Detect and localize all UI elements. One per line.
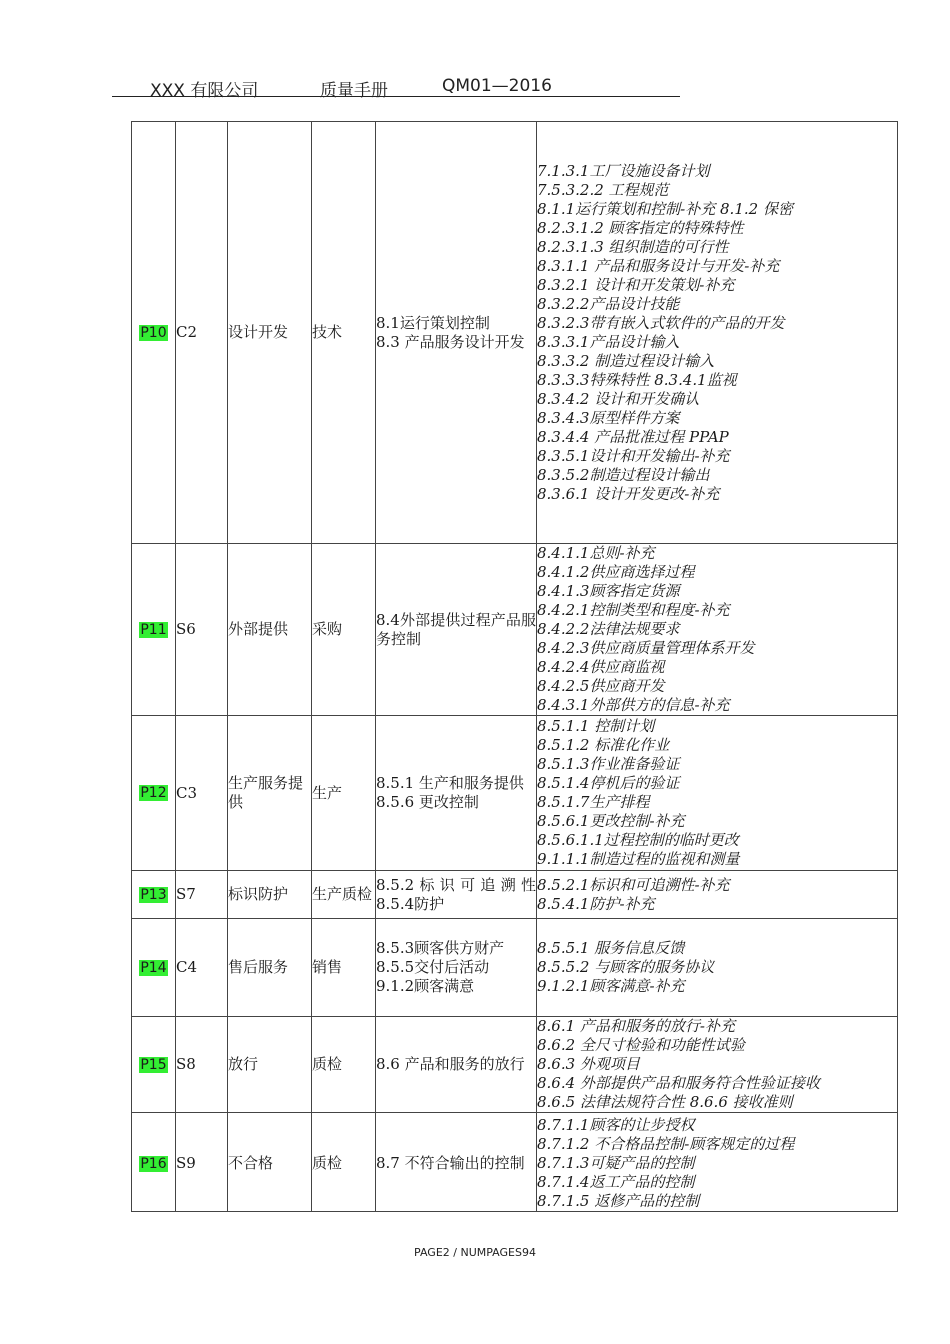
table-row xyxy=(132,871,898,919)
clause-cell xyxy=(376,1017,537,1113)
clause-cell xyxy=(376,1113,537,1212)
requirement-line: 8.3.5.1设计和开发输出-补充 xyxy=(537,446,730,465)
process-code-cell: C2 xyxy=(176,122,228,544)
process-name-cell: 设计开发 xyxy=(228,122,312,544)
requirement-line: 8.3.6.1 设计开发更改-补充 xyxy=(537,484,720,503)
requirement-line: 8.3.4.4 产品批准过程 PPAP xyxy=(537,427,729,446)
requirements-cell xyxy=(537,1113,898,1212)
requirement-line: 8.4.1.1总则-补充 xyxy=(537,544,655,562)
requirement-line: 9.1.1.1制造过程的监视和测量 xyxy=(537,850,740,868)
process-id: P16 xyxy=(140,1155,167,1172)
requirement-line: 8.5.1.1 控制计划 xyxy=(537,717,655,735)
process-id: P11 xyxy=(140,621,167,638)
requirement-line: 8.5.5.2 与顾客的服务协议 xyxy=(537,958,715,976)
requirement-line: 8.3.2.2产品设计技能 xyxy=(537,294,680,313)
requirement-line: 8.7.1.1顾客的让步授权 xyxy=(537,1116,695,1134)
requirements-cell xyxy=(537,716,898,871)
requirement-line: 8.3.3.3特殊特性 8.3.4.1监视 xyxy=(537,370,737,389)
clause-line: 8.6 产品和服务的放行 xyxy=(376,1055,525,1073)
clause-cell xyxy=(376,122,537,544)
clause-line: 8.4外部提供过程产品服务控制 xyxy=(376,610,536,648)
requirement-line: 8.6.4 外部提供产品和服务符合性验证接收 xyxy=(537,1074,820,1092)
requirement-line: 8.5.1.7生产排程 xyxy=(537,793,650,811)
requirement-line: 8.5.4.1防护-补充 xyxy=(537,894,655,913)
clause-line: 8.5.3顾客供方财产 xyxy=(376,939,505,957)
requirement-line: 8.3.3.1产品设计输入 xyxy=(537,332,680,351)
process-name-cell: 标识防护 xyxy=(228,871,312,919)
requirement-line: 8.5.6.1.1过程控制的临时更改 xyxy=(537,831,739,849)
process-table xyxy=(131,121,898,1212)
clause-line: 8.5.5交付后活动 xyxy=(376,958,490,976)
requirements-cell xyxy=(537,871,898,919)
table-row xyxy=(132,544,898,716)
table-row xyxy=(132,1113,898,1212)
process-code-cell: C3 xyxy=(176,716,228,871)
clause-line: 8.1运行策划控制 xyxy=(376,313,490,332)
requirement-line: 8.2.3.1.3 组织制造的可行性 xyxy=(537,237,729,256)
requirement-line: 8.3.4.2 设计和开发确认 xyxy=(537,389,700,408)
company-name: XXX 有限公司 xyxy=(150,81,259,101)
requirements-cell xyxy=(537,122,898,544)
clause-cell xyxy=(376,544,537,716)
requirement-line: 8.3.3.2 制造过程设计输入 xyxy=(537,351,715,370)
requirement-line: 8.5.1.3作业准备验证 xyxy=(537,755,680,773)
clause-line: 8.5.2标识可追溯性8.5.4防护 xyxy=(376,875,536,913)
requirement-line: 8.4.2.1控制类型和程度-补充 xyxy=(537,601,730,619)
table-row xyxy=(132,1017,898,1113)
requirement-line: 7.1.3.1工厂设施设备计划 xyxy=(537,161,710,180)
clause-cell xyxy=(376,871,537,919)
requirement-line: 8.3.5.2制造过程设计输出 xyxy=(537,465,710,484)
clause-line: 8.7 不符合输出的控制 xyxy=(376,1154,525,1172)
requirement-line: 8.5.1.2 标准化作业 xyxy=(537,736,670,754)
requirement-line: 8.7.1.5 返修产品的控制 xyxy=(537,1192,700,1210)
requirement-line: 8.5.6.1更改控制-补充 xyxy=(537,812,685,830)
requirement-line: 8.6.3 外观项目 xyxy=(537,1055,640,1073)
requirement-line: 8.4.2.3供应商质量管理体系开发 xyxy=(537,639,755,657)
process-id-cell xyxy=(132,122,176,544)
requirement-line: 8.7.1.4返工产品的控制 xyxy=(537,1173,695,1191)
department-cell: 销售 xyxy=(312,919,376,1017)
requirement-line: 8.6.2 全尺寸检验和功能性试验 xyxy=(537,1036,745,1054)
requirement-line: 8.4.1.2供应商选择过程 xyxy=(537,563,695,581)
requirement-line: 8.3.1.1 产品和服务设计与开发-补充 xyxy=(537,256,780,275)
requirements-cell xyxy=(537,919,898,1017)
requirement-line: 8.4.2.2法律法规要求 xyxy=(537,620,680,638)
requirements-cell xyxy=(537,1017,898,1113)
requirement-line: 8.3.2.3带有嵌入式软件的产品的开发 xyxy=(537,313,785,332)
process-id: P14 xyxy=(140,959,167,976)
requirement-line: 8.5.2.1标识和可追溯性-补充 xyxy=(537,875,730,894)
process-id-cell xyxy=(132,1017,176,1113)
process-code-cell: S6 xyxy=(176,544,228,716)
table-row xyxy=(132,716,898,871)
page-footer: PAGE2 / NUMPAGES94 xyxy=(414,1246,536,1259)
process-code-cell: S9 xyxy=(176,1113,228,1212)
requirement-line: 8.4.2.5供应商开发 xyxy=(537,677,665,695)
requirement-line: 8.5.5.1 服务信息反馈 xyxy=(537,939,685,957)
department-cell: 技术 xyxy=(312,122,376,544)
process-id-cell xyxy=(132,919,176,1017)
process-id: P12 xyxy=(140,785,167,801)
requirement-line: 9.1.2.1顾客满意-补充 xyxy=(537,977,685,995)
department-cell: 质检 xyxy=(312,1017,376,1113)
table-row xyxy=(132,919,898,1017)
requirement-line: 8.6.5 法律法规符合性 8.6.6 接收准则 xyxy=(537,1093,793,1111)
document-number: QM01—2016 xyxy=(442,76,552,96)
process-id: P13 xyxy=(140,886,167,903)
clause-line: 8.5.6 更改控制 xyxy=(376,793,479,811)
department-cell: 质检 xyxy=(312,1113,376,1212)
process-name-cell: 放行 xyxy=(228,1017,312,1113)
requirement-line: 8.2.3.1.2 顾客指定的特殊特性 xyxy=(537,218,744,237)
clause-cell xyxy=(376,919,537,1017)
department-cell: 生产质检 xyxy=(312,871,376,919)
requirements-cell xyxy=(537,544,898,716)
table-row xyxy=(132,122,898,544)
process-code-cell: S7 xyxy=(176,871,228,919)
clause-line: 8.3 产品服务设计开发 xyxy=(376,332,525,351)
requirement-line: 8.1.1运行策划和控制-补充 8.1.2 保密 xyxy=(537,199,793,218)
requirement-line: 8.6.1 产品和服务的放行-补充 xyxy=(537,1017,736,1035)
process-id-cell xyxy=(132,544,176,716)
process-id: P10 xyxy=(140,324,167,341)
requirement-line: 8.3.2.1 设计和开发策划-补充 xyxy=(537,275,735,294)
department-cell: 采购 xyxy=(312,544,376,716)
process-code-cell: S8 xyxy=(176,1017,228,1113)
process-name-cell: 生产服务提供 xyxy=(228,716,312,871)
process-name-cell: 外部提供 xyxy=(228,544,312,716)
requirement-line: 8.4.2.4供应商监视 xyxy=(537,658,665,676)
process-name-cell: 售后服务 xyxy=(228,919,312,1017)
requirement-line: 7.5.3.2.2 工程规范 xyxy=(537,180,669,199)
requirement-line: 8.4.1.3顾客指定货源 xyxy=(537,582,680,600)
process-code-cell: C4 xyxy=(176,919,228,1017)
requirement-line: 8.7.1.2 不合格品控制-顾客规定的过程 xyxy=(537,1135,795,1153)
process-id-cell xyxy=(132,1113,176,1212)
requirement-line: 8.4.3.1外部供方的信息-补充 xyxy=(537,696,730,714)
department-cell: 生产 xyxy=(312,716,376,871)
manual-title: 质量手册 xyxy=(320,81,388,101)
process-id-cell xyxy=(132,871,176,919)
process-id-cell xyxy=(132,716,176,871)
requirement-line: 8.7.1.3可疑产品的控制 xyxy=(537,1154,695,1172)
clause-line: 8.5.1 生产和服务提供 xyxy=(376,774,524,792)
page-header xyxy=(112,74,680,101)
process-id: P15 xyxy=(140,1056,167,1073)
process-name-cell: 不合格 xyxy=(228,1113,312,1212)
clause-line: 9.1.2顾客满意 xyxy=(376,977,475,995)
requirement-line: 8.3.4.3原型样件方案 xyxy=(537,408,680,427)
clause-cell xyxy=(376,716,537,871)
requirement-line: 8.5.1.4停机后的验证 xyxy=(537,774,680,792)
